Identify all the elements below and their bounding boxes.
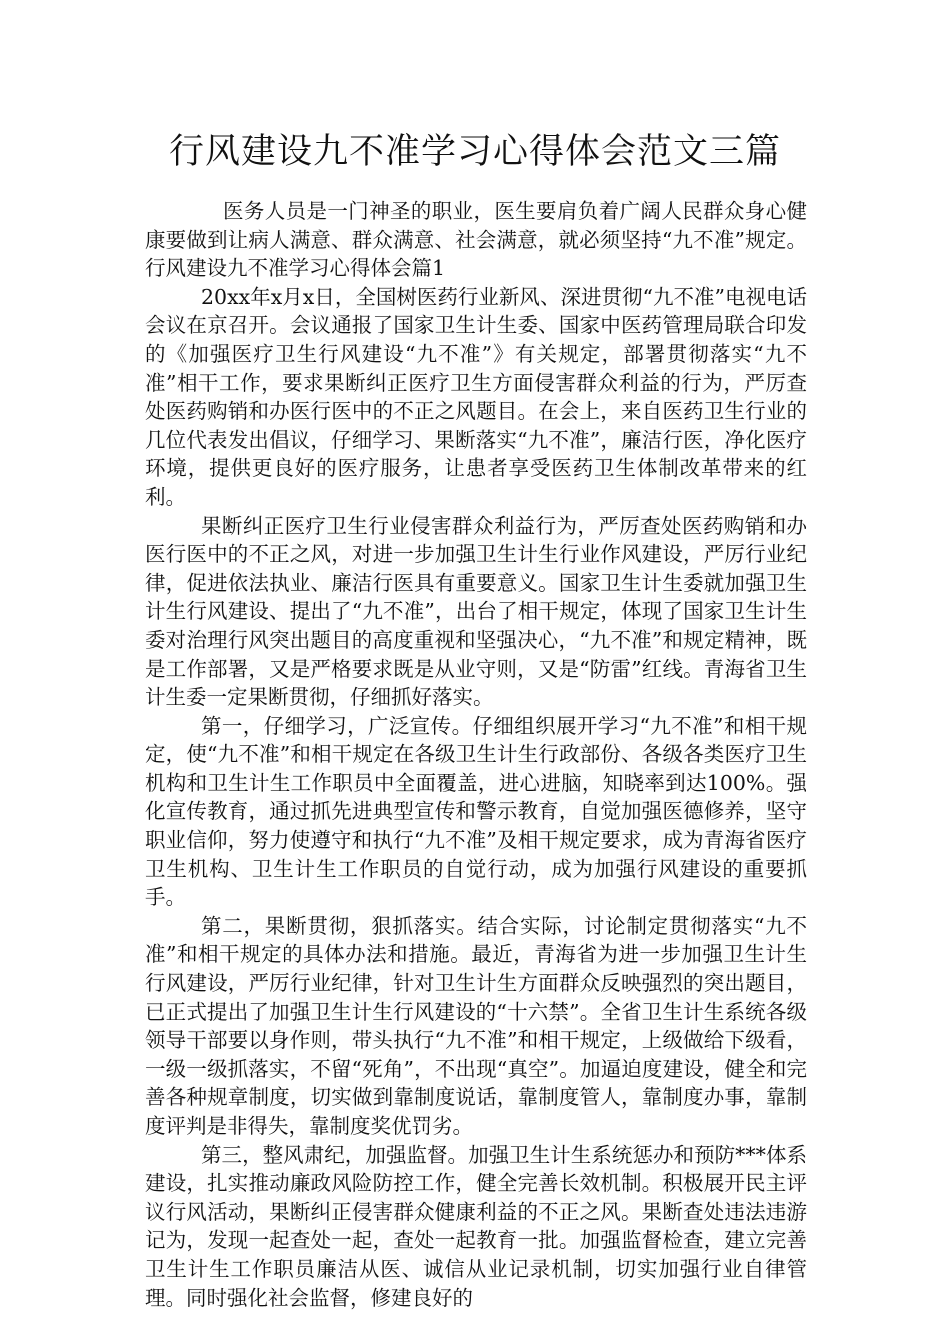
paragraph-significance: 果断纠正医疗卫生行业侵害群众利益行为，严厉查处医药购销和办医行医中的不正之风，对进一步加强卫生计生行业作风建设，严厉行业纪律，促进依法执业、廉洁行医具有重要意义。国家卫生计生委就加强卫生计生行风建设、提出了“九不准”，出台了相干规定，体现了国家卫生计生委对治理行风突出题目的高度重视和坚强决心，“九不准”和规定精神，既是工作部署，又是严格要求既是从业守则，又是“防雷”红线。青海省卫生计生委一定果断贯彻，仔细抓好落实。 [145,513,807,710]
document-body [145,197,807,1312]
paragraph-second-point: 第二，果断贯彻，狠抓落实。结合实际，讨论制定贯彻落实“九不准”和相干规定的具体办法和措施。最近，青海省为进一步加强卫生计生行风建设，严厉行业纪律，针对卫生计生方面群众反映强烈的突出题目，已正式提出了加强卫生计生行风建设的“十六禁”。全省卫生计生系统各级领导干部要以身作则，带头执行“九不准”和相干规定，上级做给下级看，一级一级抓落实，不留“死角”，不出现“真空”。加逼迫度建设，健全和完善各种规章制度，切实做到靠制度说话，靠制度管人，靠制度办事，靠制度评判是非得失，靠制度奖优罚劣。 [145,913,807,1138]
paragraph-first-point: 第一，仔细学习，广泛宣传。仔细组织展开学习“九不准”和相干规定，使“九不准”和相干规定在各级卫生计生行政部份、各级各类医疗卫生机构和卫生计生工作职员中全面覆盖，进心进脑，知晓率到达100%。强化宣传教育，通过抓先进典型宣传和警示教育，自觉加强医德修养，坚守职业信仰，努力使遵守和执行“九不准”及相干规定要求，成为青海省医疗卫生机构、卫生计生工作职员的自觉行动，成为加强行风建设的重要抓手。 [145,713,807,910]
document-title: 行风建设九不准学习心得体会范文三篇 [168,132,781,172]
paragraph-intro: 医务人员是一门神圣的职业，医生要肩负着广阔人民群众身心健康要做到让病人满意、群众满意、社会满意，就必须坚持“九不准”规定。行风建设九不准学习心得体会篇1 [145,199,807,281]
paragraph-third-point: 第三，整风肃纪，加强监督。加强卫生计生系统惩办和预防***体系建设，扎实推动廉政风险防控工作，健全完善长效机制。积极展开民主评议行风活动，果断纠正侵害群众健康利益的不正之风。果断查处违法违游记为，发现一起查处一起，查处一起教育一批。加强监督检查，建立完善卫生计生工作职员廉洁从医、诚信从业记录机制，切实加强行业自律管理。同时强化社会监督，修建良好的 [145,1142,807,1310]
paragraph-meeting: 20xx年x月x日，全国树医药行业新风、深进贯彻“九不准”电视电话会议在京召开。会议通报了国家卫生计生委、国家中医药管理局联合印发的《加强医疗卫生行风建设“九不准”》有关规定，部署贯彻落实“九不准”相干工作，要求果断纠正医疗卫生方面侵害群众利益的行为，严厉查处医药购销和办医行医中的不正之风题目。在会上，来自医药卫生行业的几位代表发出倡议，仔细学习、果断落实“九不准”，廉洁行医，净化医疗环境，提供更良好的医疗服务，让患者享受医药卫生体制改革带来的红利。 [145,284,807,509]
